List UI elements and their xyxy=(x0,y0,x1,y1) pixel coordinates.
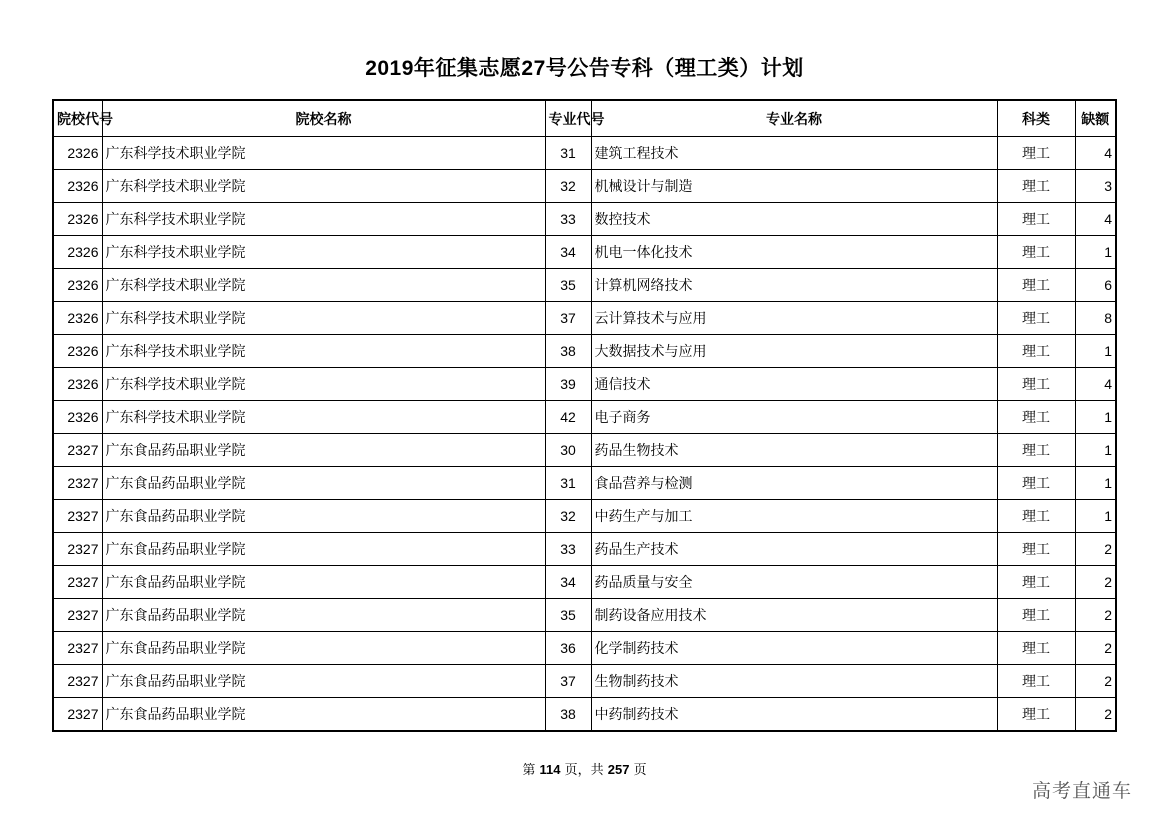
cell-school-code: 2327 xyxy=(53,698,102,732)
table-row xyxy=(53,335,1116,368)
cell-vacancy: 3 xyxy=(1075,170,1116,203)
cell-school-name: 广东科学技术职业学院 xyxy=(102,203,545,236)
table-row xyxy=(53,302,1116,335)
cell-major-code: 37 xyxy=(545,665,591,698)
table-header-row xyxy=(53,100,1116,137)
cell-major-name: 大数据技术与应用 xyxy=(591,335,997,368)
cell-major-code: 38 xyxy=(545,335,591,368)
table-row xyxy=(53,500,1116,533)
watermark-logo: 高考直通车 xyxy=(1032,781,1133,802)
table-row xyxy=(53,698,1116,732)
cell-vacancy: 1 xyxy=(1075,401,1116,434)
header-major-name: 专业名称 xyxy=(591,100,997,137)
page-title: 2019年征集志愿27号公告专科（理工类）计划 xyxy=(365,57,804,80)
cell-major-code: 35 xyxy=(545,599,591,632)
table-row xyxy=(53,236,1116,269)
cell-school-code: 2327 xyxy=(53,434,102,467)
cell-major-name: 建筑工程技术 xyxy=(591,137,997,170)
header-category: 科类 xyxy=(997,100,1075,137)
table-row xyxy=(53,137,1116,170)
cell-major-name: 计算机网络技术 xyxy=(591,269,997,302)
cell-school-code: 2327 xyxy=(53,665,102,698)
cell-major-code: 36 xyxy=(545,632,591,665)
cell-school-code: 2326 xyxy=(53,170,102,203)
footer-page-current: 114 xyxy=(539,762,561,777)
cell-major-code: 34 xyxy=(545,566,591,599)
cell-vacancy: 1 xyxy=(1075,467,1116,500)
cell-school-name: 广东食品药品职业学院 xyxy=(102,500,545,533)
cell-school-code: 2327 xyxy=(53,467,102,500)
cell-category: 理工 xyxy=(997,434,1075,467)
cell-school-name: 广东食品药品职业学院 xyxy=(102,467,545,500)
cell-major-name: 中药生产与加工 xyxy=(591,500,997,533)
cell-vacancy: 4 xyxy=(1075,368,1116,401)
cell-school-code: 2326 xyxy=(53,203,102,236)
table-row xyxy=(53,665,1116,698)
cell-major-code: 32 xyxy=(545,500,591,533)
table-row xyxy=(53,203,1116,236)
table-row xyxy=(53,599,1116,632)
cell-vacancy: 2 xyxy=(1075,566,1116,599)
table-row xyxy=(53,632,1116,665)
page-footer xyxy=(0,759,1169,778)
cell-major-name: 制药设备应用技术 xyxy=(591,599,997,632)
cell-vacancy: 2 xyxy=(1075,665,1116,698)
table-row xyxy=(53,170,1116,203)
table-row xyxy=(53,269,1116,302)
cell-major-code: 33 xyxy=(545,203,591,236)
cell-category: 理工 xyxy=(997,368,1075,401)
cell-vacancy: 1 xyxy=(1075,434,1116,467)
cell-school-code: 2326 xyxy=(53,137,102,170)
header-vacancy: 缺额 xyxy=(1075,100,1116,137)
cell-vacancy: 2 xyxy=(1075,698,1116,732)
cell-school-code: 2326 xyxy=(53,236,102,269)
cell-category: 理工 xyxy=(997,137,1075,170)
cell-school-code: 2326 xyxy=(53,401,102,434)
cell-major-code: 37 xyxy=(545,302,591,335)
cell-category: 理工 xyxy=(997,203,1075,236)
header-major-code: 专业代号 xyxy=(545,100,591,137)
cell-major-name: 电子商务 xyxy=(591,401,997,434)
cell-school-name: 广东食品药品职业学院 xyxy=(102,632,545,665)
cell-major-name: 化学制药技术 xyxy=(591,632,997,665)
cell-school-name: 广东科学技术职业学院 xyxy=(102,269,545,302)
cell-vacancy: 4 xyxy=(1075,203,1116,236)
cell-major-code: 32 xyxy=(545,170,591,203)
cell-school-code: 2327 xyxy=(53,566,102,599)
cell-category: 理工 xyxy=(997,698,1075,732)
cell-major-code: 31 xyxy=(545,467,591,500)
cell-school-name: 广东食品药品职业学院 xyxy=(102,533,545,566)
cell-vacancy: 2 xyxy=(1075,632,1116,665)
cell-school-name: 广东科学技术职业学院 xyxy=(102,302,545,335)
cell-category: 理工 xyxy=(997,170,1075,203)
cell-major-name: 食品营养与检测 xyxy=(591,467,997,500)
footer-suffix: 页 xyxy=(633,763,647,778)
footer-page-total: 257 xyxy=(607,762,630,777)
header-school-code: 院校代号 xyxy=(53,100,102,137)
cell-school-name: 广东科学技术职业学院 xyxy=(102,236,545,269)
cell-school-name: 广东食品药品职业学院 xyxy=(102,599,545,632)
cell-school-name: 广东科学技术职业学院 xyxy=(102,335,545,368)
cell-major-code: 34 xyxy=(545,236,591,269)
cell-category: 理工 xyxy=(997,236,1075,269)
cell-school-code: 2327 xyxy=(53,599,102,632)
table-row xyxy=(53,434,1116,467)
cell-vacancy: 2 xyxy=(1075,599,1116,632)
header-school-name: 院校名称 xyxy=(102,100,545,137)
cell-vacancy: 1 xyxy=(1075,236,1116,269)
cell-major-name: 数控技术 xyxy=(591,203,997,236)
table-row xyxy=(53,368,1116,401)
cell-vacancy: 1 xyxy=(1075,500,1116,533)
cell-school-name: 广东科学技术职业学院 xyxy=(102,137,545,170)
cell-major-code: 33 xyxy=(545,533,591,566)
footer-middle: 页，共 xyxy=(564,763,604,778)
cell-vacancy: 8 xyxy=(1075,302,1116,335)
cell-major-code: 39 xyxy=(545,368,591,401)
cell-category: 理工 xyxy=(997,335,1075,368)
cell-school-name: 广东食品药品职业学院 xyxy=(102,665,545,698)
enrollment-plan-table xyxy=(52,99,1117,732)
table-row xyxy=(53,533,1116,566)
cell-category: 理工 xyxy=(997,500,1075,533)
cell-major-name: 中药制药技术 xyxy=(591,698,997,732)
cell-school-code: 2327 xyxy=(53,632,102,665)
cell-major-name: 药品生物技术 xyxy=(591,434,997,467)
cell-major-name: 通信技术 xyxy=(591,368,997,401)
cell-school-code: 2327 xyxy=(53,533,102,566)
cell-school-name: 广东科学技术职业学院 xyxy=(102,170,545,203)
cell-category: 理工 xyxy=(997,599,1075,632)
cell-major-name: 云计算技术与应用 xyxy=(591,302,997,335)
cell-major-name: 机械设计与制造 xyxy=(591,170,997,203)
cell-school-name: 广东食品药品职业学院 xyxy=(102,434,545,467)
cell-category: 理工 xyxy=(997,269,1075,302)
table-row xyxy=(53,467,1116,500)
cell-vacancy: 4 xyxy=(1075,137,1116,170)
cell-category: 理工 xyxy=(997,533,1075,566)
cell-category: 理工 xyxy=(997,566,1075,599)
cell-school-name: 广东食品药品职业学院 xyxy=(102,698,545,732)
cell-school-code: 2326 xyxy=(53,302,102,335)
cell-school-name: 广东科学技术职业学院 xyxy=(102,401,545,434)
cell-school-code: 2326 xyxy=(53,335,102,368)
cell-category: 理工 xyxy=(997,302,1075,335)
cell-category: 理工 xyxy=(997,401,1075,434)
cell-major-code: 35 xyxy=(545,269,591,302)
cell-category: 理工 xyxy=(997,632,1075,665)
cell-major-name: 药品质量与安全 xyxy=(591,566,997,599)
cell-major-code: 38 xyxy=(545,698,591,732)
table-row xyxy=(53,566,1116,599)
cell-vacancy: 1 xyxy=(1075,335,1116,368)
cell-category: 理工 xyxy=(997,467,1075,500)
cell-school-code: 2326 xyxy=(53,269,102,302)
cell-major-code: 30 xyxy=(545,434,591,467)
cell-major-name: 药品生产技术 xyxy=(591,533,997,566)
cell-major-name: 生物制药技术 xyxy=(591,665,997,698)
cell-major-code: 31 xyxy=(545,137,591,170)
cell-category: 理工 xyxy=(997,665,1075,698)
cell-major-code: 42 xyxy=(545,401,591,434)
cell-school-name: 广东食品药品职业学院 xyxy=(102,566,545,599)
table-row xyxy=(53,401,1116,434)
cell-school-name: 广东科学技术职业学院 xyxy=(102,368,545,401)
cell-vacancy: 6 xyxy=(1075,269,1116,302)
cell-vacancy: 2 xyxy=(1075,533,1116,566)
footer-prefix: 第 xyxy=(522,763,536,778)
cell-school-code: 2327 xyxy=(53,500,102,533)
cell-major-name: 机电一体化技术 xyxy=(591,236,997,269)
cell-school-code: 2326 xyxy=(53,368,102,401)
